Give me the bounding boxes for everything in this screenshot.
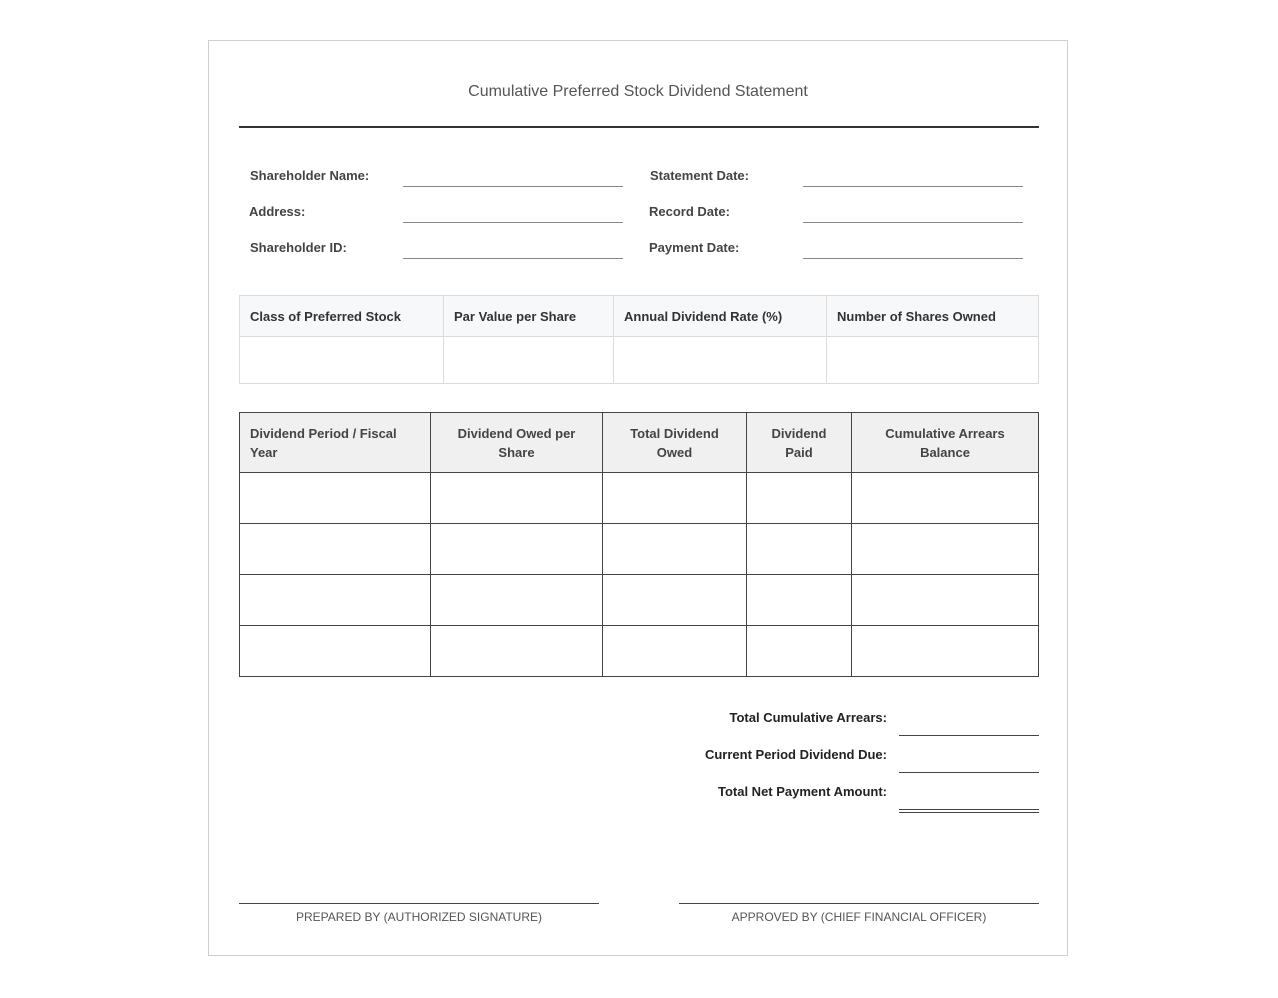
current-dividend-due-field[interactable] bbox=[899, 772, 1039, 773]
prepared-by-signature-line[interactable] bbox=[239, 903, 599, 904]
header-dividend-paid: Dividend Paid bbox=[747, 413, 852, 473]
shares-owned-cell[interactable] bbox=[827, 337, 1039, 384]
table-cell[interactable] bbox=[852, 524, 1039, 575]
shareholder-id-label: Shareholder ID: bbox=[250, 240, 347, 255]
shareholder-name-label: Shareholder Name: bbox=[250, 168, 370, 183]
table-cell[interactable] bbox=[240, 473, 431, 524]
stock-info-table bbox=[239, 295, 1039, 384]
table-cell[interactable] bbox=[603, 626, 747, 677]
header-cumulative-arrears: Cumulative Arrears Balance bbox=[852, 413, 1039, 473]
table-cell[interactable] bbox=[852, 575, 1039, 626]
table-cell[interactable] bbox=[431, 473, 603, 524]
statement-document bbox=[208, 40, 1068, 956]
statement-date-field[interactable] bbox=[803, 186, 1023, 187]
table-cell[interactable] bbox=[747, 575, 852, 626]
total-arrears-field[interactable] bbox=[899, 735, 1039, 736]
dividend-history-table bbox=[239, 412, 1039, 677]
title-divider bbox=[239, 126, 1039, 128]
payment-date-field[interactable] bbox=[803, 258, 1023, 259]
table-cell[interactable] bbox=[240, 626, 431, 677]
header-dividend-period: Dividend Period / Fiscal Year bbox=[240, 413, 431, 473]
par-value-cell[interactable] bbox=[444, 337, 614, 384]
class-of-stock-cell[interactable] bbox=[240, 337, 444, 384]
prepared-by-label: PREPARED BY (AUTHORIZED SIGNATURE) bbox=[295, 910, 543, 924]
table-cell[interactable] bbox=[240, 575, 431, 626]
current-dividend-due-label: Current Period Dividend Due: bbox=[704, 747, 887, 762]
address-label: Address: bbox=[249, 204, 306, 219]
total-arrears-label: Total Cumulative Arrears: bbox=[729, 710, 887, 725]
table-row bbox=[240, 575, 1039, 626]
header-total-dividend-owed: Total Dividend Owed bbox=[603, 413, 747, 473]
header-par-value: Par Value per Share bbox=[444, 296, 614, 337]
dividend-rate-cell[interactable] bbox=[614, 337, 827, 384]
header-class-of-preferred-stock: Class of Preferred Stock bbox=[240, 296, 444, 337]
approved-by-signature-line[interactable] bbox=[679, 903, 1039, 904]
record-date-label: Record Date: bbox=[649, 204, 730, 219]
table-cell[interactable] bbox=[603, 473, 747, 524]
table-cell[interactable] bbox=[603, 524, 747, 575]
table-cell[interactable] bbox=[431, 575, 603, 626]
table-cell[interactable] bbox=[431, 524, 603, 575]
shareholder-name-field[interactable] bbox=[403, 186, 623, 187]
net-payment-label: Total Net Payment Amount: bbox=[717, 784, 887, 799]
approved-by-label: APPROVED BY (CHIEF FINANCIAL OFFICER) bbox=[731, 910, 987, 924]
table-cell[interactable] bbox=[603, 575, 747, 626]
header-number-of-shares: Number of Shares Owned bbox=[827, 296, 1039, 337]
payment-date-label: Payment Date: bbox=[649, 240, 740, 255]
table-row bbox=[240, 524, 1039, 575]
table-cell[interactable] bbox=[431, 626, 603, 677]
shareholder-id-field[interactable] bbox=[403, 258, 623, 259]
table-cell[interactable] bbox=[852, 626, 1039, 677]
table-cell[interactable] bbox=[747, 524, 852, 575]
table-row bbox=[240, 473, 1039, 524]
table-row bbox=[240, 626, 1039, 677]
table-cell[interactable] bbox=[747, 473, 852, 524]
record-date-field[interactable] bbox=[803, 222, 1023, 223]
table-cell[interactable] bbox=[240, 524, 431, 575]
document-title: Cumulative Preferred Stock Dividend Statement bbox=[468, 83, 808, 100]
table-cell[interactable] bbox=[747, 626, 852, 677]
table-row bbox=[240, 337, 1039, 384]
table-cell[interactable] bbox=[852, 473, 1039, 524]
statement-date-label: Statement Date: bbox=[650, 168, 749, 183]
header-annual-dividend-rate: Annual Dividend Rate (%) bbox=[614, 296, 827, 337]
net-payment-field[interactable] bbox=[899, 809, 1039, 813]
header-dividend-owed-per-share: Dividend Owed per Share bbox=[431, 413, 603, 473]
address-field[interactable] bbox=[403, 222, 623, 223]
